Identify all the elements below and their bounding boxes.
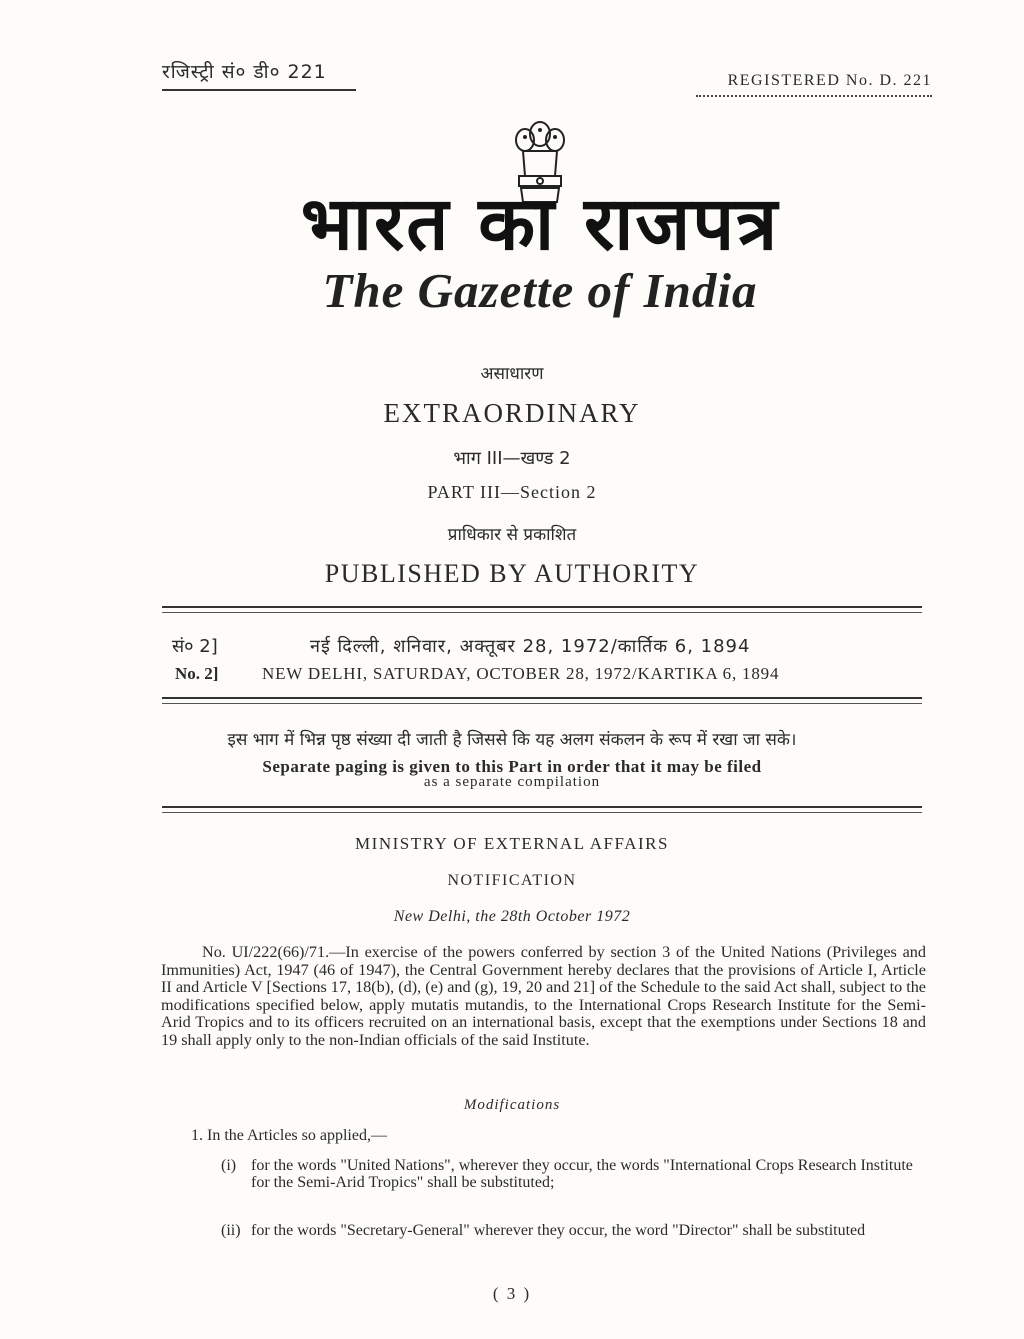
issue-number: No. 2] bbox=[175, 664, 219, 683]
divider bbox=[162, 697, 922, 704]
paging-note-line-2: as a separate compilation bbox=[423, 774, 601, 790]
subitem-label: (i) bbox=[221, 1157, 237, 1174]
issue-date: NEW DELHI, SATURDAY, OCTOBER 28, 1972/KARTIKA 6, 1894 bbox=[262, 664, 780, 683]
modification-subitem bbox=[221, 1222, 926, 1239]
registration-number-english: REGISTERED No. D. 221 bbox=[727, 72, 932, 89]
extraordinary-label-hindi: असाधारण bbox=[480, 364, 544, 384]
modification-subitem bbox=[221, 1157, 926, 1191]
paging-note-line-1: Separate paging is given to this Part in order that it may be filed bbox=[262, 757, 762, 776]
part-label-hindi: भाग III—खण्ड 2 bbox=[453, 448, 571, 469]
issue-number-hindi: सं० 2] bbox=[172, 636, 218, 657]
registration-number-hindi: रजिस्ट्री सं० डी० 221 bbox=[162, 61, 327, 83]
page-number: ( 3 ) bbox=[492, 1284, 532, 1303]
part-label: PART III—Section 2 bbox=[427, 482, 597, 502]
authority-label-hindi: प्राधिकार से प्रकाशित bbox=[447, 525, 577, 545]
notification-body: No. UI/222(66)/71.—In exercise of the powers conferred by section 3 of the United Nations (Privileges and Immunities) Act, 1947 (46 of 1947), the Central Government hereby declares that the provisions of Article I, Article II and Article V [Sections 17, 18(b), (d), (e) and (g), 19, 20 and 21] of the Schedule to the said Act shall, subject to the modifications specified below, apply mutatis mutandis, to the International Crops Research Institute for the Semi-Arid Tropics and to its officers recruited on an international basis, except that the exemptions under Sections 18 and 19 shall apply only to the non-Indian officials of the said Institute. bbox=[161, 943, 926, 1049]
issue-date-hindi: नई दिल्ली, शनिवार, अक्तूबर 28, 1972/कार्तिक 6, 1894 bbox=[310, 636, 751, 657]
registration-dotted-underline bbox=[696, 95, 932, 97]
extraordinary-label: EXTRAORDINARY bbox=[383, 398, 641, 428]
subitem-label: (ii) bbox=[221, 1222, 241, 1239]
subitem-text: for the words "United Nations", wherever they occur, the words "International Crops Research Institute for the Semi-Arid Tropics" shall be substituted; bbox=[251, 1157, 913, 1191]
divider bbox=[162, 806, 922, 813]
masthead-title-hindi: भारत का राजपत्र bbox=[300, 181, 780, 267]
divider bbox=[162, 606, 922, 613]
registration-underline bbox=[162, 89, 356, 91]
authority-label: PUBLISHED BY AUTHORITY bbox=[324, 559, 700, 588]
paging-note-hindi: इस भाग में भिन्न पृष्ठ संख्या दी जाती है जिससे कि यह अलग संकलन के रूप में रखा जा सके। bbox=[227, 730, 797, 750]
notification-heading: NOTIFICATION bbox=[447, 872, 577, 889]
notification-dateline: New Delhi, the 28th October 1972 bbox=[393, 908, 631, 925]
modification-item-1: 1. In the Articles so applied,— bbox=[191, 1127, 387, 1144]
ministry-heading: MINISTRY OF EXTERNAL AFFAIRS bbox=[355, 834, 669, 853]
subitem-text: for the words "Secretary-General" wherever they occur, the word "Director" shall be substituted bbox=[251, 1222, 866, 1239]
masthead-title-english: The Gazette of India bbox=[322, 263, 758, 318]
modifications-heading: Modifications bbox=[463, 1097, 561, 1113]
